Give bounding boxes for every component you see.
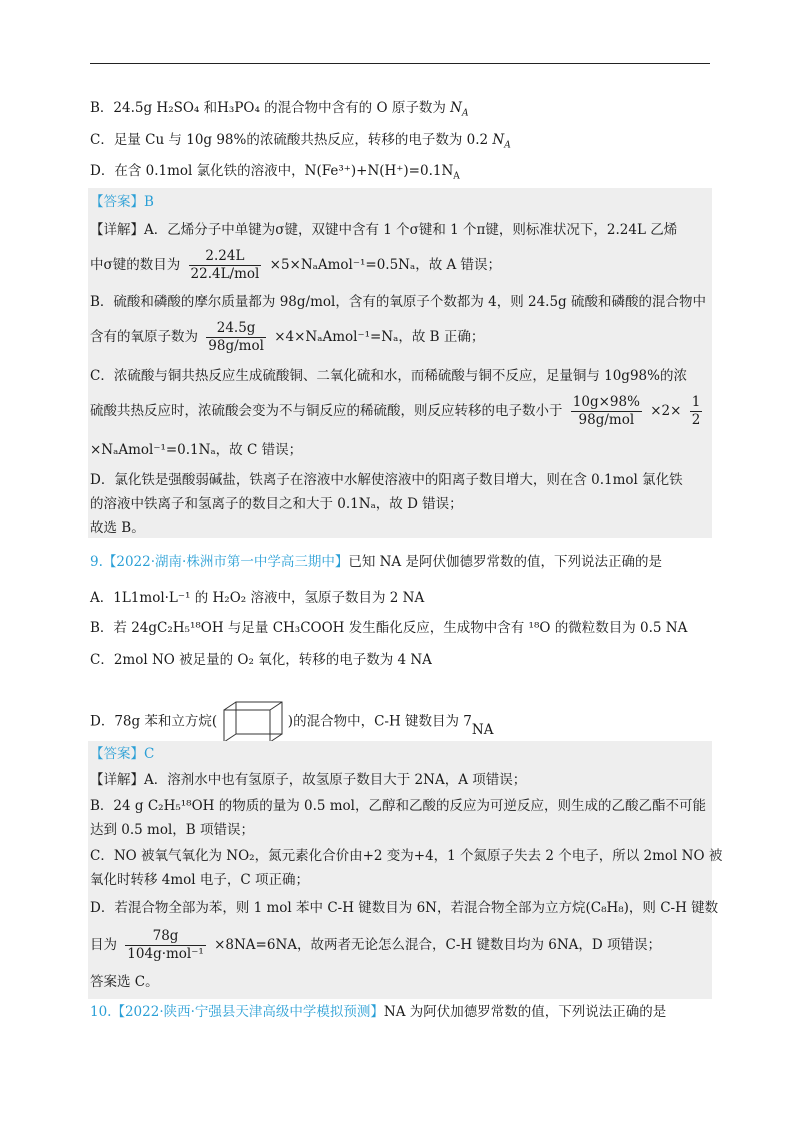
question-10-stem: 10.【2022·陕西·宁强县天津高级中学模拟预测】NA 为阿伏加德罗常数的值，下列说法正确的是 [90,1004,667,1020]
detail-c-line3: ×NₐAmol⁻¹=0.1Nₐ，故 C 错误； [90,442,303,458]
detail-a-line2: 中σ键的数目为 $\frac{2.24L}{\text{22.4L/mol}}$ ×5×NₐAmol⁻¹=0.5Nₐ，故 A 错误； [90,248,502,282]
cubane-structure-image [222,700,284,744]
q9-option-d: D．78g 苯和立方烷( )的混合物中，C-H 键数目为 7NA [90,700,493,744]
option-c-prev: C．足量 Cu 与 10g 98%的浓硫酸共热反应，转移的电子数为 0.2 $N_A$ [90,132,511,151]
option-b-prev: B．24.5g H₂SO₄ 和H₃PO₄ 的混合物中含有的 O 原子数为 $N_A$ [90,100,469,119]
option-d-prev: D．在含 0.1mol 氯化铁的溶液中，$N(Fe^{3+})+N(H^+)=0.1N_A$ [90,163,460,182]
detail-d-line2: 的溶液中铁离子和氢离子的数目之和大于 0.1Nₐ，故 D 错误； [90,496,463,512]
detail9-c2: 氧化时转移 4mol 电子，C 项正确； [90,872,310,888]
conclusion-q8: 故选 B。 [90,520,145,536]
fraction: $\frac{10g\times 98\%}{\text{98g/mol}}$ [572,394,640,428]
fraction: $\frac{24.5g}{\text{98g/mol}}$ [208,320,264,354]
detail9-d2: 目为 $\frac{78g}{\text{104g·mol⁻¹}}$ ×8NA=6NA，故两者无论怎么混合，C-H 键数目均为 6NA，D 项错误； [90,928,662,962]
detail-a-line1: 【详解】A．乙烯分子中单键为σ键，双键中含有 1 个σ键和 1 个π键，则标准状况下，2.24L 乙烯 [90,222,678,238]
detail-c-line1: C．浓硫酸与铜共热反应生成硫酸铜、二氧化硫和水，而稀硫酸与铜不反应，足量铜与 10g98%的浓 [90,368,687,384]
detail-b-line2: 含有的氧原子数为 $\frac{24.5g}{\text{98g/mol}}$ ×4×NₐAmol⁻¹=Nₐ，故 B 正确； [90,320,485,354]
detail9-b1: B．24 g C₂H₅¹⁸OH 的物质的量为 0.5 mol，乙醇和乙酸的反应为可逆反应，则生成的乙酸乙酯不可能 [90,798,707,814]
header-rule [90,63,710,64]
detail-b-line1: B．硫酸和磷酸的摩尔质量都为 98g/mol，含有的氧原子个数都为 4，则 24.5g 硫酸和磷酸的混合物中 [90,294,706,310]
fraction: $\frac{78g}{\text{104g·mol⁻¹}}$ [127,928,204,962]
q9-option-a: A．1L1mol·L⁻¹ 的 H₂O₂ 溶液中，氢原子数目为 2 NA [90,590,425,606]
detail-d-line1: D．氯化铁是强酸弱碱盐，铁离子在溶液中水解使溶液中的阳离子数目增大，则在含 0.1mol 氯化铁 [90,472,683,488]
fraction: $\frac{2.24L}{\text{22.4L/mol}}$ [190,248,260,282]
detail9-c1: C．NO 被氧气氧化为 NO₂，氮元素化合价由+2 变为+4，1 个氮原子失去 2 个电子，所以 2mol NO 被 [90,848,723,864]
q9-option-b: B．若 24gC₂H₅¹⁸OH 与足量 CH₃COOH 发生酯化反应，生成物中含有 ¹⁸O 的微粒数目为 0.5 NA [90,620,688,636]
question-9-stem: 9.【2022·湖南·株洲市第一中学高三期中】已知 NA 是阿伏伽德罗常数的值，下列说法正确的是 [90,554,662,570]
detail9-b2: 达到 0.5 mol，B 项错误； [90,822,255,838]
q9-option-c: C．2mol NO 被足量的 O₂ 氧化，转移的电子数为 4 NA [90,652,432,668]
conclusion-q9: 答案选 C。 [90,974,159,990]
detail9-a: 【详解】A．溶剂水中也有氢原子，故氢原子数目大于 2NA，A 项错误； [90,772,527,788]
fraction-half: $\frac{1}{2}$ [691,394,701,428]
detail-c-line2: 硫酸共热反应时，浓硫酸会变为不与铜反应的稀硫酸，则反应转移的电子数小于 $\frac{10g\times 98\%}{\text{98g/mol}}$ ×2× $\frac{1}{2}$ [90,394,701,428]
answer-label-q8: 【答案】B [90,194,154,210]
detail9-d1: D．若混合物全部为苯，则 1 mol 苯中 C-H 键数目为 6N，若混合物全部为立方烷(C₈H₈)，则 C-H 键数 [90,900,719,916]
answer-label-q9: 【答案】C [90,746,155,762]
